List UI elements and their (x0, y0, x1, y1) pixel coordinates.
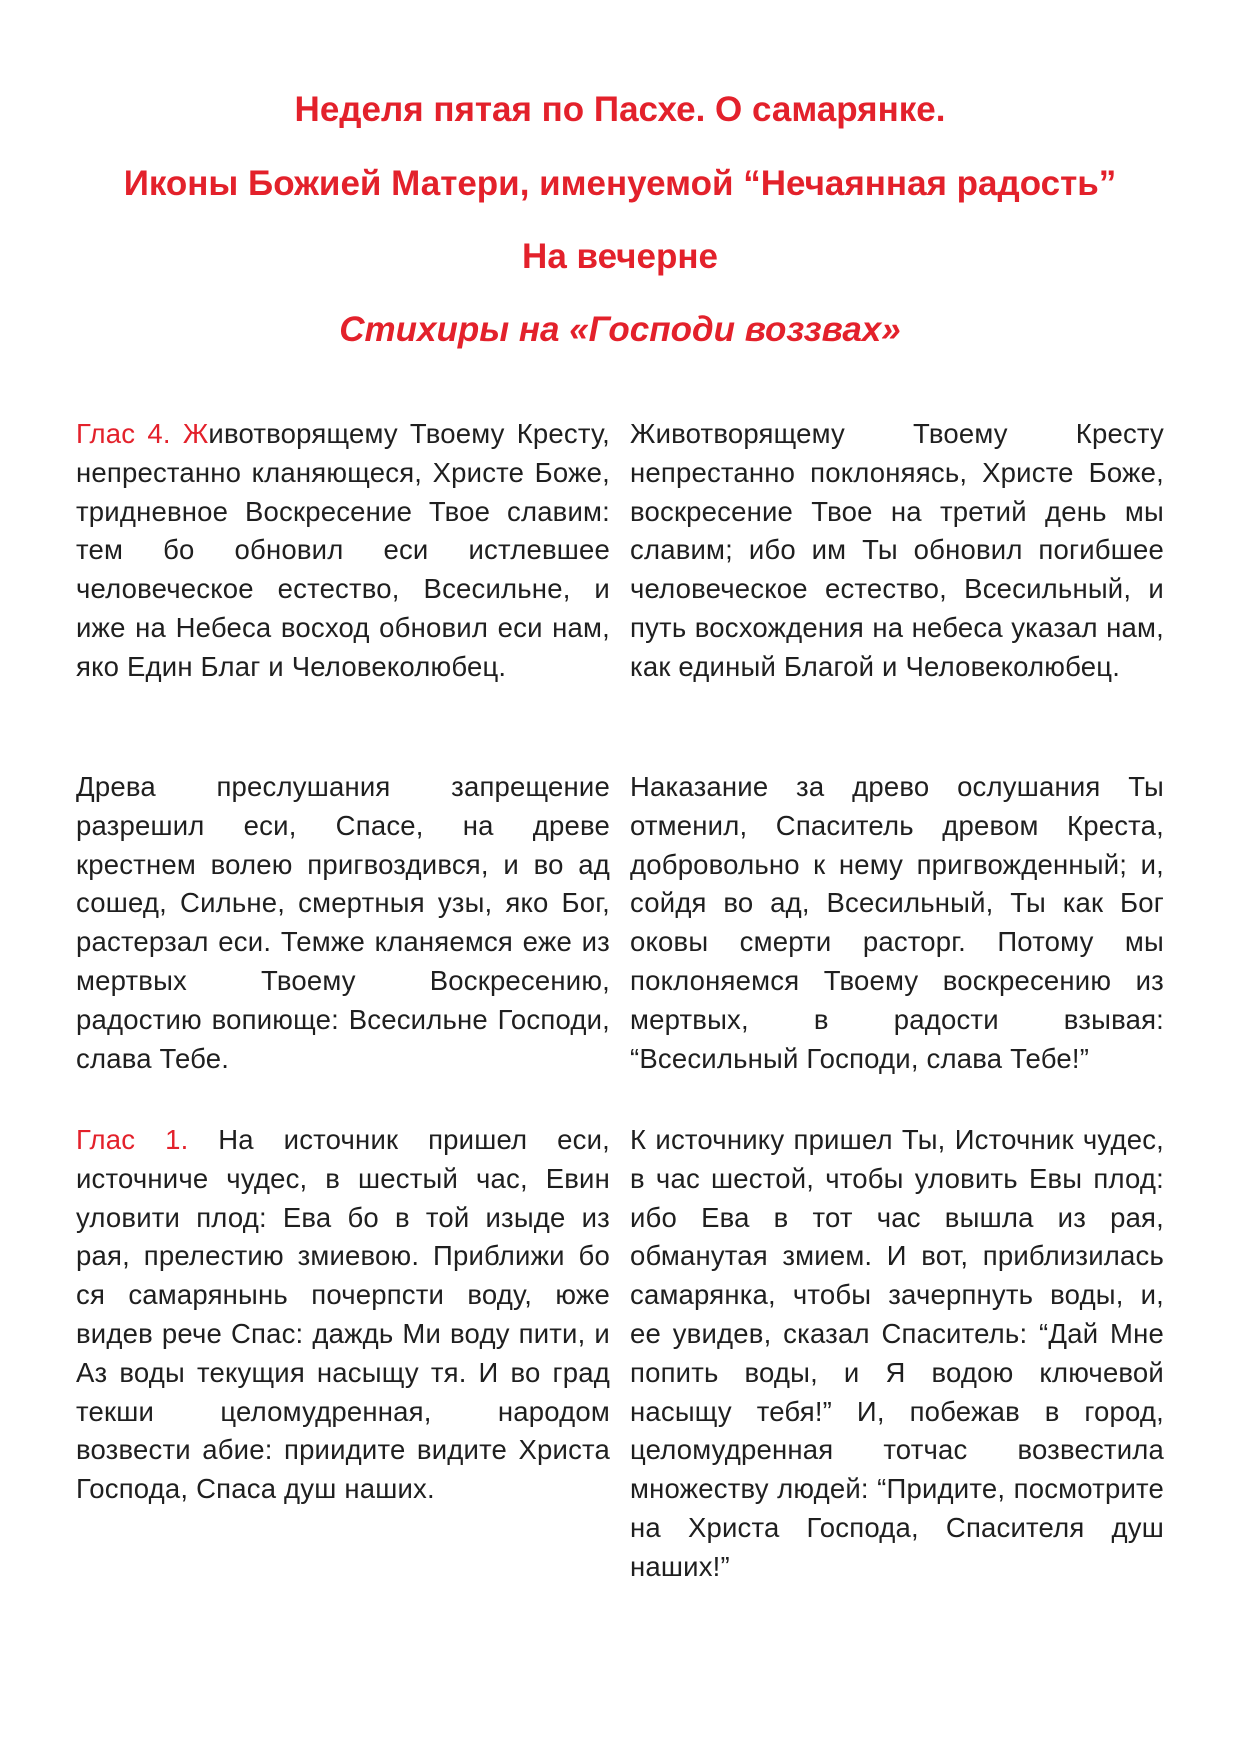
service-heading: На вечерне (522, 237, 718, 276)
sticheron-2-translation-text: Наказание за древо ослушания Ты отменил, Спаситель древом Креста, добровольно к нему пригвожденный; и, сойдя во ад, Всесильный, Ты как Бог оковы смерти расторг. Потому мы поклоняемся Твоему воскресению из мертвых, в радости взывая: “Всесильный Господи, слава Тебе!” (630, 771, 1164, 1074)
sticheron-1-translation-text: Животворящему Твоему Кресту непрестанно поклоняясь, Христе Боже, воскресение Твое на третий день мы славим; ибо им Ты обновил погибшее человеческое естество, Всесильный, и путь восхождения на небеса указал нам, как единый Благой и Человеколюбец. (630, 418, 1164, 682)
sticheron-3-translation-text: К источнику пришел Ты, Источник чудес, в час шестой, чтобы уловить Евы плод: ибо Ева в тот час вышла из рая, обманутая змием. И вот, приблизилась самарянка, чтобы зачерпнуть воды, и, ее увидев, сказал Спаситель: “Дай Мне попить воды, и Я водою ключевой насыщу тебя!” И, побежав в город, целомудренная тотчас возвестила множеству людей: “Придите, посмотрите на Христа Господа, Спасителя душ наших!” (630, 1124, 1164, 1582)
sticheron-2-translation (630, 768, 1164, 1078)
sticheron-2-original (76, 768, 610, 1078)
feast-subtitle: Иконы Божией Матери, именуемой “Нечаянная радость” (123, 164, 1117, 203)
sticheron-1-initial: Ж (182, 418, 209, 449)
sticheron-3-translation (630, 1121, 1164, 1587)
sticheron-1-tone: Глас 4. (76, 418, 171, 449)
sticheron-2-original-text: Древа преслушания запрещение разрешил еси, Спасе, на древе крестнем волею пригвоздився, и во ад сошед, Сильне, смертныя узы, яко Бог, растерзал еси. Темже кланяемся еже из мертвых Твоему Воскресению, радостию вопиюще: Всесильне Господи, слава Тебе. (76, 771, 610, 1074)
sticheron-3-original (76, 1121, 610, 1509)
sticheron-1-original-text: ивотворящему Твоему Кресту, непрестанно кланяющеся, Христе Боже, тридневное Воскресение Твое славим: тем бо обновил еси истлевшее человеческое естество, Всесильне, и иже на Небеса восход обновил еси нам, яко Един Благ и Человеколюбец. (76, 418, 610, 682)
sticheron-1-original (76, 415, 610, 687)
sticheron-3-original-text: На источник пришел еси, источниче чудес, в шестый час, Евин уловити плод: Ева бо в той изыде из рая, прелестию змиевою. Приближи бо ся самарянынь почерпсти воду, юже видев рече Спас: даждь Ми воду пити, и Аз воды текущия насыщу тя. И во град текши целомудренная, народом возвести абие: приидите видите Христа Господа, Спаса душ наших. (76, 1124, 610, 1505)
section-heading: Стихиры на «Господи воззвах» (339, 310, 901, 349)
sticheron-3-tone: Глас 1. (76, 1124, 189, 1155)
sticheron-1-translation (630, 415, 1164, 687)
page-title: Неделя пятая по Пасхе. О самарянке. (294, 90, 946, 129)
